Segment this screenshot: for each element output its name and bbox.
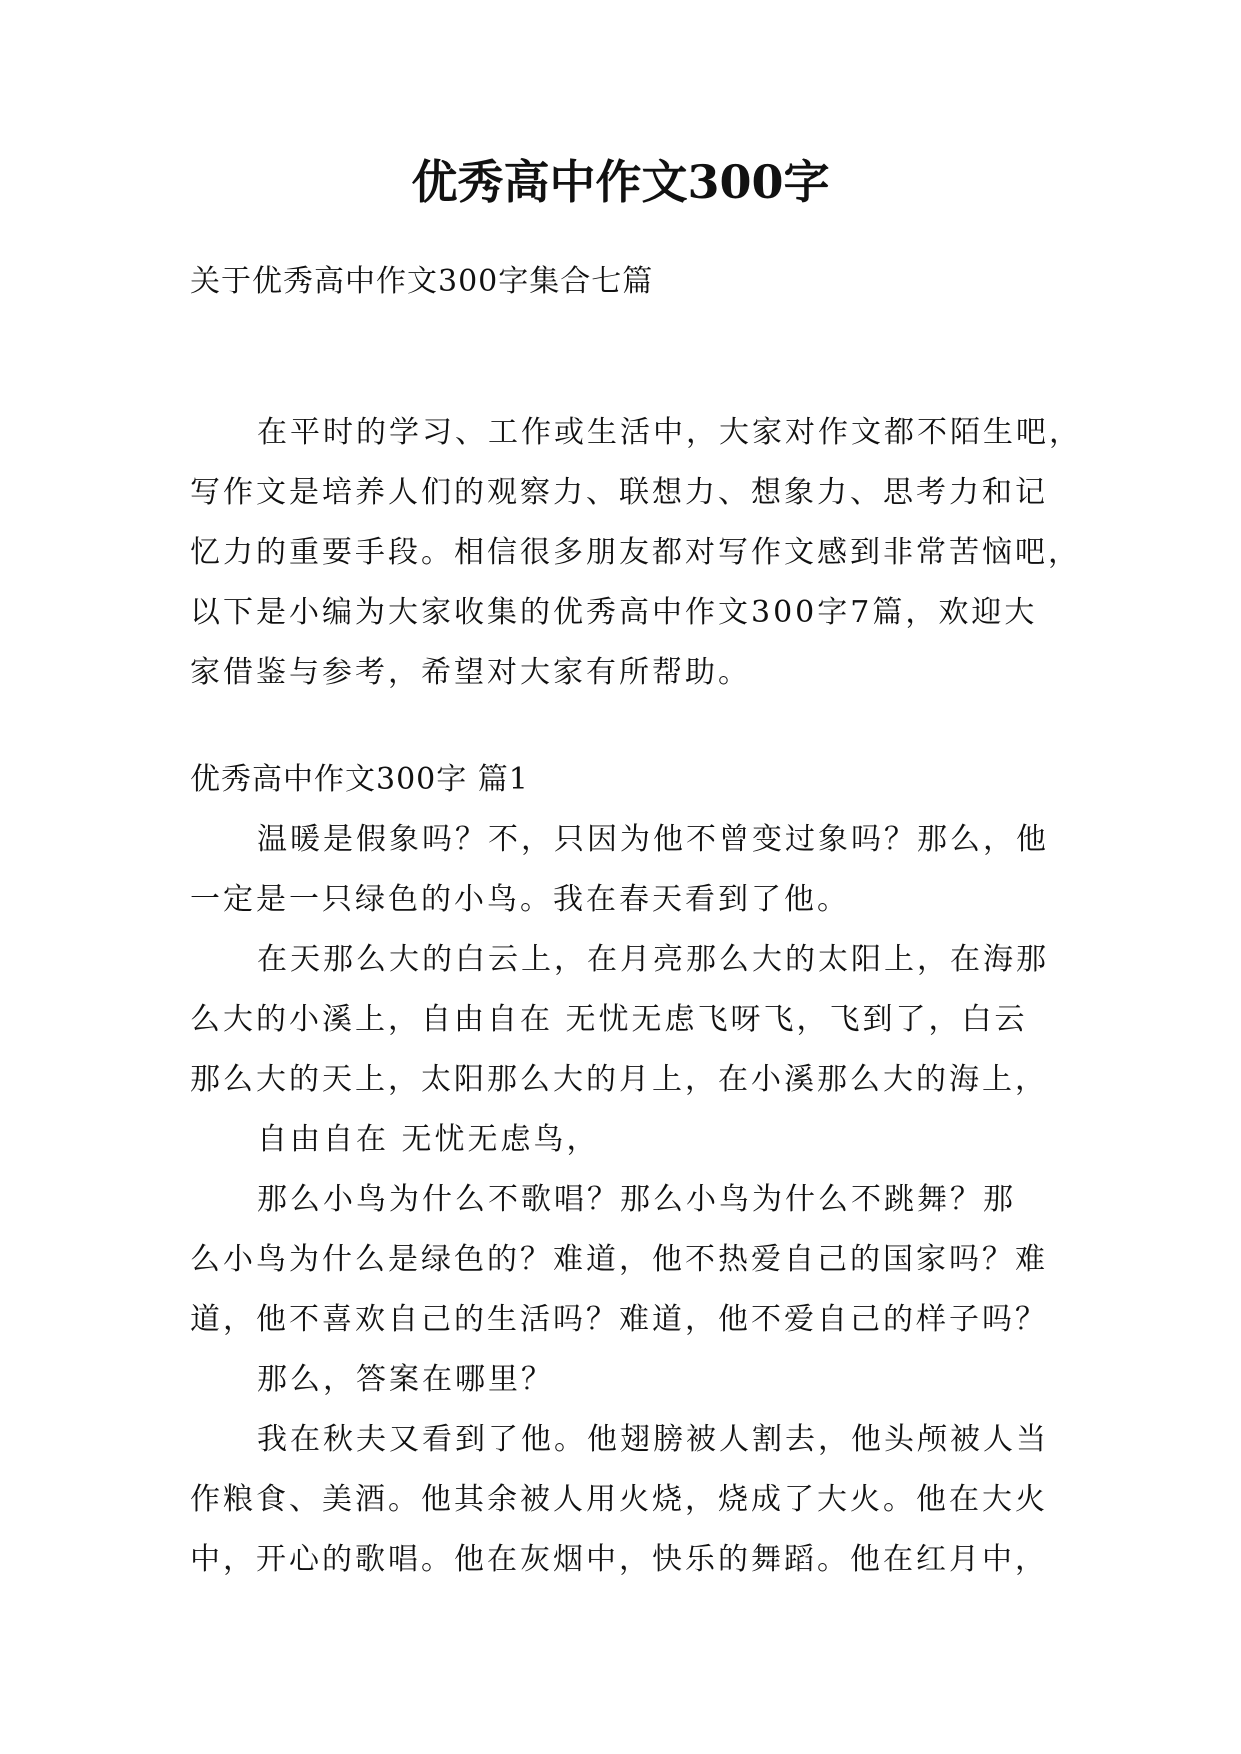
- intro-line: 以下是小编为大家收集的优秀高中作文300字7篇，欢迎大: [190, 595, 1038, 630]
- intro-line: 忆力的重要手段。相信很多朋友都对写作文感到非常苦恼吧，: [190, 535, 1081, 570]
- document-title: 优秀高中作文300字: [411, 155, 830, 209]
- body-line: 我在秋夫又看到了他。他翅膀被人割去，他头颅被人当: [257, 1422, 1049, 1457]
- body-line: 么大的小溪上，自由自在 无忧无虑飞呀飞，飞到了，白云: [190, 1002, 1028, 1037]
- intro-line: 在平时的学习、工作或生活中，大家对作文都不陌生吧，: [257, 415, 1082, 450]
- intro-line: 写作文是培养人们的观察力、联想力、想象力、思考力和记: [190, 475, 1048, 510]
- body-line: 一定是一只绿色的小鸟。我在春天看到了他。: [190, 882, 850, 917]
- body-line: 那么大的天上，太阳那么大的月上，在小溪那么大的海上，: [190, 1062, 1048, 1097]
- intro-line: 家借鉴与参考，希望对大家有所帮助。: [190, 655, 751, 690]
- section-heading: 优秀高中作文300字 篇1: [190, 762, 529, 797]
- body-line: 道，他不喜欢自己的生活吗？难道，他不爱自己的样子吗？: [190, 1302, 1048, 1337]
- body-line: 那么，答案在哪里？: [257, 1362, 554, 1397]
- body-line: 那么小鸟为什么不歌唱？那么小鸟为什么不跳舞？那: [257, 1182, 1016, 1217]
- document-subtitle: 关于优秀高中作文300字集合七篇: [190, 264, 654, 299]
- body-line: 么小鸟为什么是绿色的？难道，他不热爱自己的国家吗？难: [190, 1242, 1048, 1277]
- body-line: 自由自在 无忧无虑鸟，: [257, 1122, 600, 1157]
- body-line: 中，开心的歌唱。他在灰烟中，快乐的舞蹈。他在红月中，: [190, 1542, 1048, 1577]
- body-line: 温暖是假象吗？不，只因为他不曾变过象吗？那么，他: [257, 822, 1049, 857]
- body-line: 在天那么大的白云上，在月亮那么大的太阳上，在海那: [257, 942, 1049, 977]
- body-line: 作粮食、美酒。他其余被人用火烧，烧成了大火。他在大火: [190, 1482, 1048, 1517]
